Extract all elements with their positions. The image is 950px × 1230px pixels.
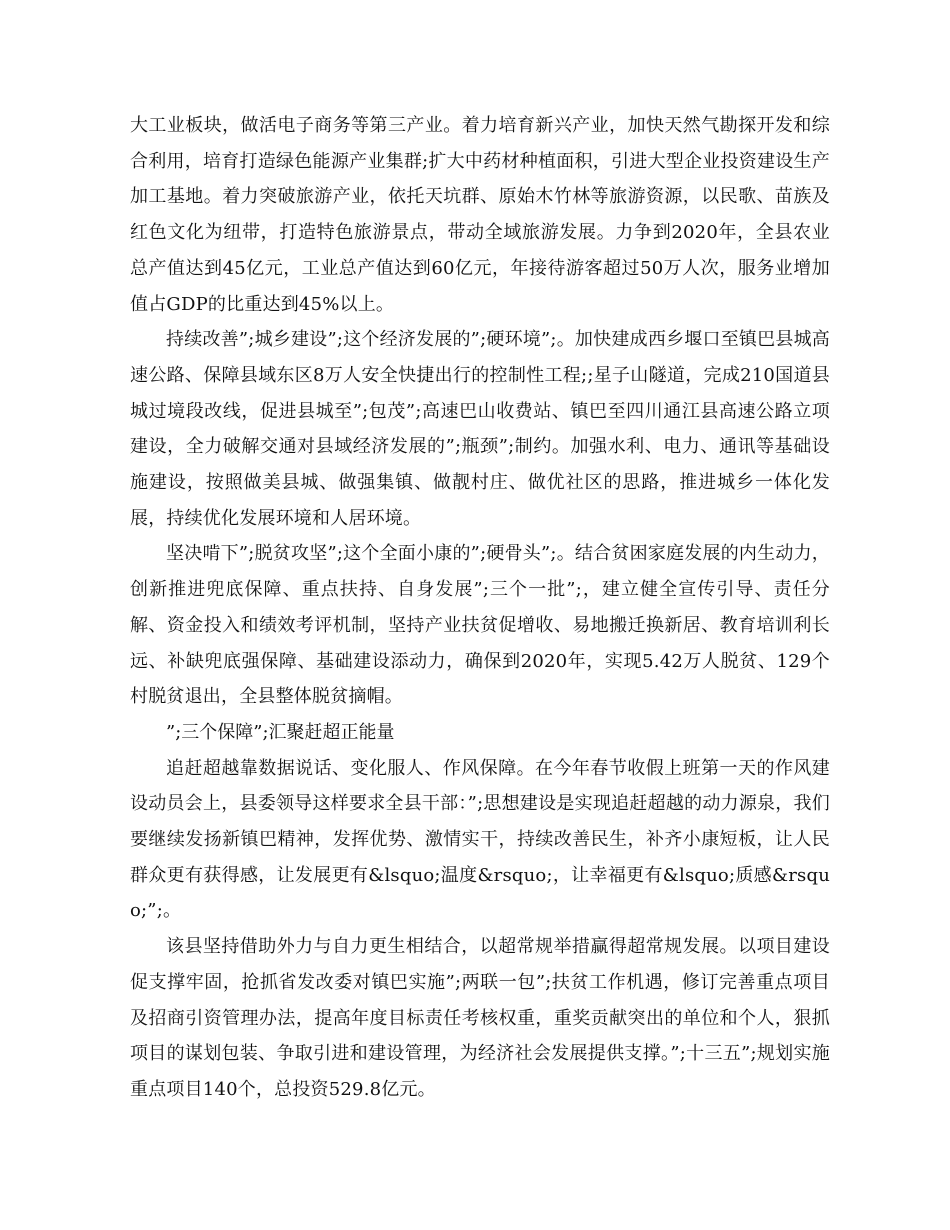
paragraph-work-style: 追赶超越靠数据说话、变化服人、作风保障。在今年春节收假上班第一天的作风建设动员会上，县委领导这样要求全县干部：”;思想建设是实现追赶超越的动力源泉，我们要继续发扬新镇巴精神，发挥优势、激情实干，持续改善民生，补齐小康短板，让人民群众更有获得感，让发展更有&lsquo;温度&rsquo;，让幸福更有&lsquo;质感&rsquo;”;。	[130, 757, 830, 922]
document-body	[130, 108, 830, 1108]
paragraph-project-construction: 该县坚持借助外力与自力更生相结合，以超常规举措赢得超常规发展。以项目建设促支撑牢固，抢抓省发改委对镇巴实施”;两联一包”;扶贫工作机遇，修订完善重点项目及招商引资管理办法，提高年度目标责任考核权重，重奖贡献突出的单位和个人，狠抓项目的谋划包装、争取引进和建设管理，为经济社会发展提供支撑。”;十三五”;规划实施重点项目140个，总投资529.8亿元。	[130, 936, 830, 1100]
paragraph-poverty-alleviation: 坚决啃下”;脱贫攻坚”;这个全面小康的”;硬骨头”;。结合贫困家庭发展的内生动力，创新推进兜底保障、重点扶持、自身发展”;三个一批”;，建立健全宣传引导、责任分解、资金投入和绩效考评机制，坚持产业扶贫促增收、易地搬迁换新居、教育培训利长远、补缺兜底强保障、基础建设添动力，确保到2020年，实现5.42万人脱贫、129个村脱贫退出，全县整体脱贫摘帽。	[130, 543, 830, 708]
paragraph-urban-rural-construction: 持续改善”;城乡建设”;这个经济发展的”;硬环境”;。加快建成西乡堰口至镇巴县城高速公路、保障县域东区8万人安全快捷出行的控制性工程;;星子山隧道，完成210国道县城过境段改线，促进县城至”;包茂”;高速巴山收费站、镇巴至四川通江县高速公路立项建设，全力破解交通对县域经济发展的”;瓶颈”;制约。加强水利、电力、通讯等基础设施建设，按照做美县城、做强集镇、做靓村庄、做优社区的思路，推进城乡一体化发展，持续优化发展环境和人居环境。	[130, 329, 830, 529]
section-heading-three-guarantees: ”;三个保障”;汇聚赶超正能量	[166, 721, 395, 743]
paragraph-industry-continuation: 大工业板块，做活电子商务等第三产业。着力培育新兴产业，加快天然气勘探开发和综合利用，培育打造绿色能源产业集群;扩大中药材种植面积，引进大型企业投资建设生产加工基地。着力突破旅游产业，依托天坑群、原始木竹林等旅游资源，以民歌、苗族及红色文化为纽带，打造特色旅游景点，带动全域旅游发展。力争到2020年，全县农业总产值达到45亿元，工业总产值达到60亿元，年接待游客超过50万人次，服务业增加值占GDP的比重达到45%以上。	[130, 115, 830, 315]
